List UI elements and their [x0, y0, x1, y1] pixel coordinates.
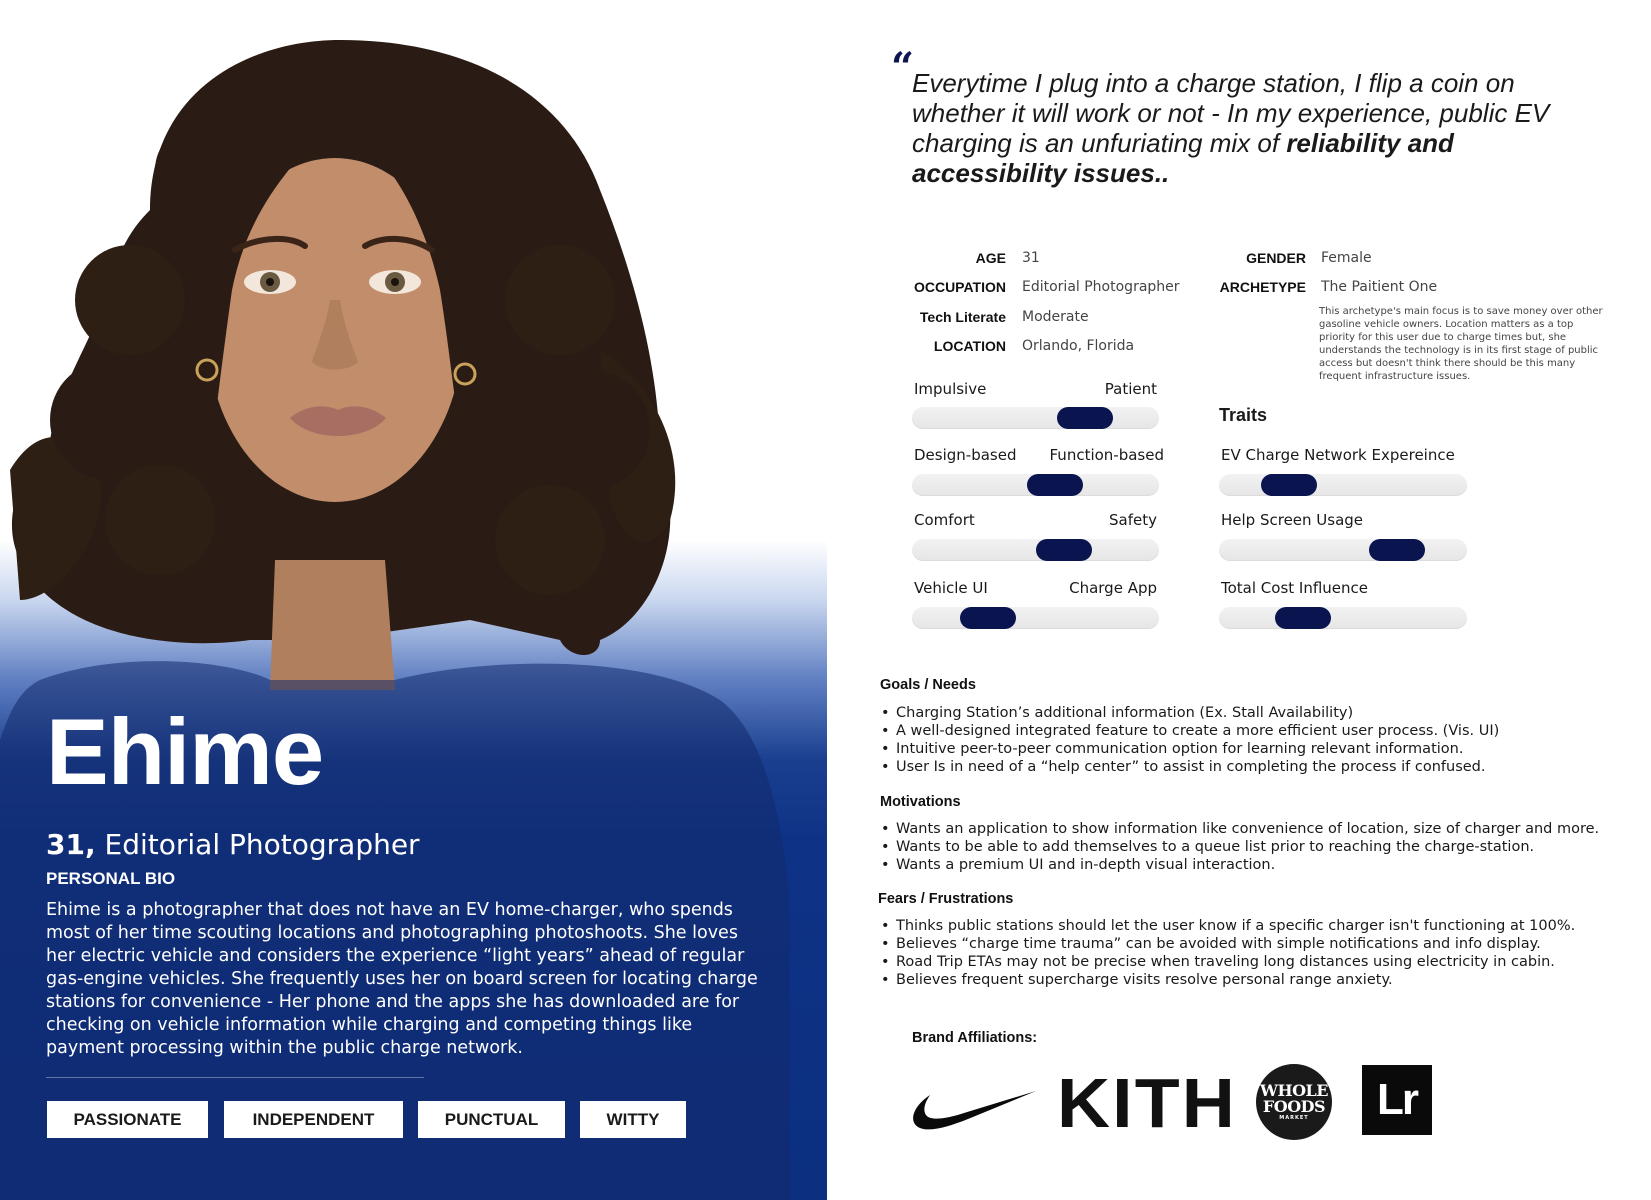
list-item: • User Is in need of a “help center” to assist in completing the process if confused.: [881, 758, 1641, 776]
whole-foods-word-2: FOODS: [1262, 1096, 1326, 1116]
archetype-description: This archetype's main focus is to save money over other gasoline vehicle owners. Location matters as a top priority for this user due to charge times but, she understands the technology is in its first stage of public access but doesn't think there should be this many frequent infrastructure issues.: [1319, 306, 1603, 382]
slider-left-label: Vehicle UI: [914, 579, 988, 597]
traits-heading: Traits: [1219, 405, 1268, 425]
tag-passionate: PASSIONATE: [47, 1101, 208, 1138]
slider-right-label: Safety: [1109, 511, 1157, 529]
persona-name: Ehime: [46, 699, 324, 804]
slider-left-label: Impulsive: [914, 380, 987, 398]
tag-independent: INDEPENDENT: [224, 1101, 403, 1138]
slider-right-label: Function-based: [1049, 446, 1164, 464]
slider-right-label: Patient: [1104, 380, 1157, 398]
motivations-heading: Motivations: [880, 794, 961, 810]
list-item: • Road Trip ETAs may not be precise when traveling long distances using electricity in cabin.: [881, 953, 1641, 971]
tag-witty: WITTY: [580, 1101, 686, 1138]
slider-thumb[interactable]: [1275, 607, 1331, 629]
list-item: • Wants a premium UI and in-depth visual interaction.: [881, 856, 1641, 874]
goals-list: [881, 704, 1641, 776]
age-value: 31: [1022, 250, 1040, 266]
slider-thumb[interactable]: [1036, 539, 1092, 561]
slider-left-label: Design-based: [914, 446, 1017, 464]
trait-label: Total Cost Influence: [1221, 579, 1369, 597]
list-item: • Intuitive peer-to-peer communication option for learning relevant information.: [881, 740, 1641, 758]
trait-track-ev-network[interactable]: [1219, 474, 1467, 496]
tech-literate-label: Tech Literate: [919, 309, 1006, 325]
brand-affiliations-heading: Brand Affiliations:: [912, 1030, 1038, 1046]
slider-track-vehicle-app[interactable]: [912, 607, 1159, 629]
slider-track-comfort-safety[interactable]: [912, 539, 1159, 561]
location-label: LOCATION: [933, 338, 1006, 354]
archetype-value: The Paitient One: [1321, 279, 1438, 295]
slider-thumb[interactable]: [1369, 539, 1425, 561]
archetype-label: ARCHETYPE: [1219, 279, 1306, 295]
slider-left-label: Comfort: [914, 511, 975, 529]
persona-quote: [912, 68, 1552, 188]
tech-literate-value: Moderate: [1022, 309, 1089, 325]
slider-right-label: Charge App: [1069, 579, 1157, 597]
lightroom-logo: Lr: [1362, 1065, 1432, 1135]
list-item: • A well-designed integrated feature to create a more efficient user process. (Vis. UI): [881, 722, 1641, 740]
fears-list: [881, 917, 1641, 989]
kith-logo: KITH: [1057, 1064, 1237, 1142]
quote-emphasis: reliability and accessibility issues..: [912, 128, 1454, 188]
occupation-label: OCCUPATION: [913, 279, 1006, 295]
slider-track-design-function[interactable]: [912, 474, 1159, 496]
goals-heading: Goals / Needs: [880, 677, 976, 693]
whole-foods-word-3: MARKET: [1279, 1114, 1309, 1121]
slider-thumb[interactable]: [960, 607, 1016, 629]
list-item: • Believes frequent supercharge visits resolve personal range anxiety.: [881, 971, 1641, 989]
nike-swoosh-logo: [908, 1083, 1038, 1133]
trait-label: EV Charge Network Expereince: [1221, 446, 1455, 464]
quote-mark-icon: “: [891, 44, 915, 91]
trait-label: Help Screen Usage: [1221, 511, 1364, 529]
list-item: • Believes “charge time trauma” can be avoided with simple notifications and info display.: [881, 935, 1641, 953]
trait-track-help-screen[interactable]: [1219, 539, 1467, 561]
slider-thumb[interactable]: [1027, 474, 1083, 496]
tag-punctual: PUNCTUAL: [418, 1101, 565, 1138]
bio-heading: PERSONAL BIO: [46, 869, 176, 888]
persona-subtitle: [46, 828, 420, 861]
location-value: Orlando, Florida: [1022, 338, 1135, 354]
persona-age: 31,: [46, 828, 96, 861]
list-item: • Thinks public stations should let the user know if a specific charger isn't functioning at 100%.: [881, 917, 1641, 935]
whole-foods-word-1: WHOLE: [1260, 1081, 1328, 1101]
gender-label: GENDER: [1246, 250, 1306, 266]
fears-heading: Fears / Frustrations: [878, 891, 1014, 907]
bio-text: Ehime is a photographer that does not have an EV home-charger, who spends most of her time scouting locations and photographing photoshoots. She loves her electric vehicle and considers the experience “light years” ahead of regular gas-engine vehicles. She frequently uses her on board screen for locating charge stations for convenience - Her phone and the apps she has downloaded are for checking on vehicle information while charging and competing things like payment processing within the public charge network.: [46, 900, 758, 1058]
motivations-list: [881, 820, 1641, 874]
occupation-value: Editorial Photographer: [1022, 279, 1180, 295]
slider-thumb[interactable]: [1057, 407, 1113, 429]
quote-text: Everytime I plug into a charge station, I flip a coin on whether it will work or not - In my experience, public EV charging is an unfuriating mix of: [912, 68, 1550, 158]
slider-track-impulsive-patient[interactable]: [912, 407, 1159, 429]
bio-divider: [46, 1077, 424, 1078]
whole-foods-logo: [1256, 1064, 1332, 1140]
trait-track-total-cost[interactable]: [1219, 607, 1467, 629]
list-item: • Wants to be able to add themselves to a queue list prior to reaching the charge-station.: [881, 838, 1641, 856]
gender-value: Female: [1321, 250, 1372, 266]
list-item: • Wants an application to show information like convenience of location, size of charger and more.: [881, 820, 1641, 838]
persona-occupation: Editorial Photographer: [104, 828, 420, 861]
slider-thumb[interactable]: [1261, 474, 1317, 496]
age-label: AGE: [975, 250, 1006, 266]
list-item: • Charging Station’s additional information (Ex. Stall Availability): [881, 704, 1641, 722]
